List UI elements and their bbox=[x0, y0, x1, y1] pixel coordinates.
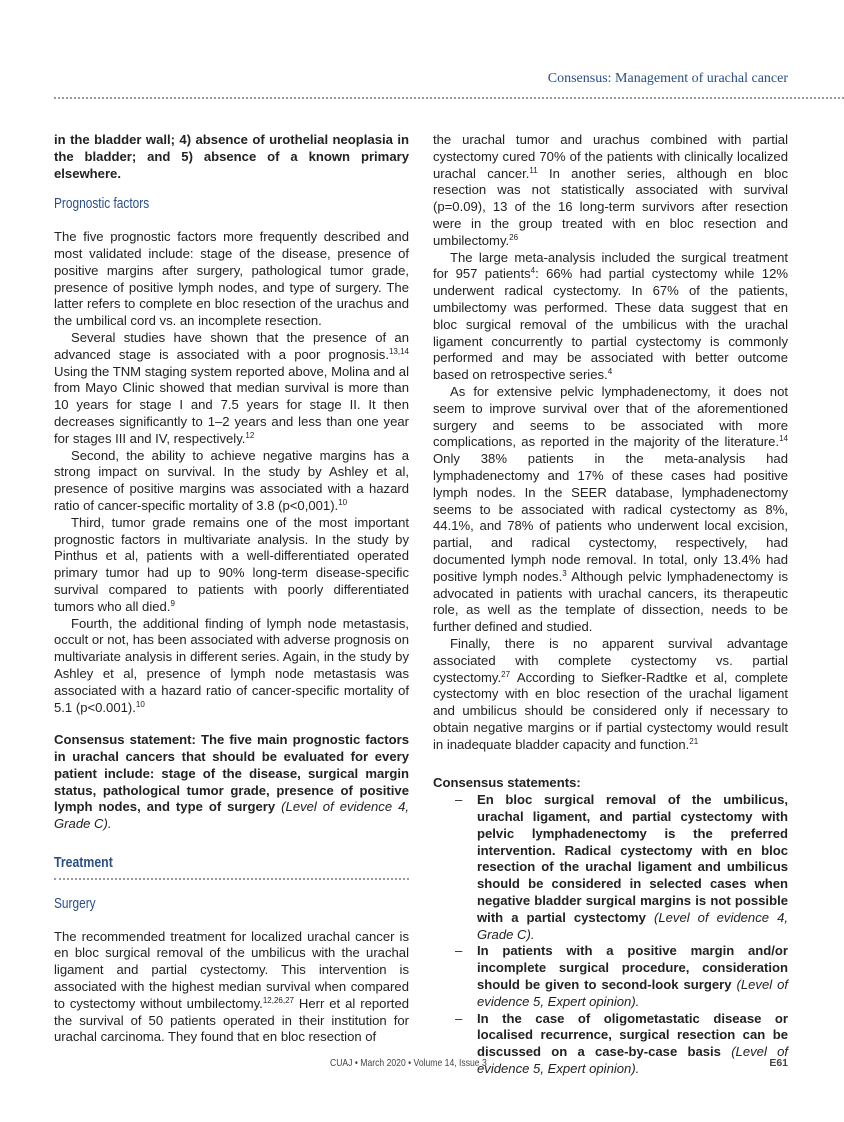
paragraph: The large meta-analysis included the surgical treatment for 957 patients$^4$: 66% had partial cystectomy while 12% underwent radical cystectomy. In 67% of the patients, umbilectomy was performed. These data suggest that en bloc surgical removal of the umbilicus with the urachal ligament concurrently to partial cystectomy is commonly performed and may be associated with better outcome based on retrospective series.$^4$ bbox=[433, 249, 788, 383]
left-column bbox=[54, 132, 409, 1046]
paragraph: The recommended treatment for localized urachal cancer is en bloc surgical removal of the umbilicus with the urachal ligament and partial cystectomy. This intervention is associated with the highest median survival when compared to cystectomy without umbilectomy.$^{12,26,27}$ Herr et al reported the survival of 50 patients operated in their institution for urachal carcinoma. They found that en bloc resection of bbox=[54, 928, 410, 1045]
consensus-statements-list bbox=[433, 792, 788, 1078]
citation: 4 bbox=[530, 266, 536, 276]
consensus-statements-title: Consensus statements: bbox=[433, 775, 581, 791]
intro-paragraph: in the bladder wall; 4) absence of urothelial neoplasia in the bladder; and 5) absence of a known primary elsewhere. bbox=[54, 132, 409, 181]
list-item: – In patients with a positive margin and/or incomplete surgical procedure, consideration should be given to second-look surgery (Level of evidence 5, Expert opinion). bbox=[455, 943, 788, 1009]
evidence-level: (Level of evidence 5, Expert opinion). bbox=[477, 977, 788, 1009]
citation: 21 bbox=[689, 736, 699, 746]
citation: 11 bbox=[529, 165, 538, 175]
treatment-heading: Treatment bbox=[54, 854, 113, 872]
prognostic-factors-heading: Prognostic factors bbox=[54, 196, 150, 213]
citation: 3 bbox=[562, 568, 567, 578]
surgery-heading: Surgery bbox=[54, 895, 96, 912]
paragraph: As for extensive pelvic lymphadenectomy, it does not seem to improve survival over that of the aforementioned surgery and seems to be associated with more complications, as reported in the majority of the literature.$^{14}$ Only 38% patients in the meta-analysis had lymphadenectomy and 17% of these cases had positive lymph nodes. In the SEER database, lymphadenectomy seems to be associated with radical cystectomy as 8%, 44.1%, and 78% of patients who underwent local excision, partial, and radical cystectomy, respectively, had documented lymph node removal. In total, only 13.4% had positive lymph nodes.$^3$ Although pelvic lymphadenectomy is advocated in patients with urachal cancers, its therapeutic role, as well as the template of dissection, needs to be further defined and studied. bbox=[433, 383, 788, 635]
right-column bbox=[433, 132, 788, 1078]
citation: 9 bbox=[170, 598, 175, 608]
paragraph: the urachal tumor and urachus combined with partial cystectomy cured 70% of the patients with clinically localized urachal cancer.$^{11}$ In another series, although en bloc resection was not statistically associated with survival (p=0.09), 13 of the 16 long-term survivors after resection were in the group treated with en bloc resection and umbilectomy.$^{26}$ bbox=[433, 132, 788, 248]
consensus-statement: Consensus statement: The five main prognostic factors in urachal cancers that should be evaluated for every patient include: stage of the disease, surgical margin status, pathological tumor grade, presence of positive lymph nodes, and type of surgery (Level of evidence 4, Grade C). bbox=[54, 732, 409, 832]
evidence-level: (Level of evidence 4, Grade C). bbox=[477, 909, 788, 942]
section-divider bbox=[54, 878, 409, 880]
running-title: Consensus: Management of urachal cancer bbox=[547, 71, 788, 86]
citation: 10 bbox=[135, 699, 145, 709]
paragraph: The five prognostic factors more frequently described and most validated include: stage of the disease, presence of positive margins after surgery, pathological tumor grade, presence of positive lymph nodes, and type of surgery. The latter refers to complete en bloc resection of the urachus and the umbilical cord vs. an incomplete resection. bbox=[54, 229, 409, 329]
citation: 27 bbox=[501, 669, 511, 679]
citation: 26 bbox=[509, 232, 519, 242]
paragraph: Third, tumor grade remains one of the most important prognostic factors in multivariate analysis. In the study by Pinthus et al, patients with a well-differentiated operated primary tumor had up to 90% long-term disease-specific survival compared to patients with poorly differentiated tumors who all died.$^9$ bbox=[54, 514, 409, 614]
citation: 14 bbox=[779, 434, 788, 444]
list-item: – In the case of oligometastatic disease or localised recurrence, surgical resection can be discussed on a case-by-case basis (Level of evidence 5, Expert opinion). bbox=[455, 1010, 788, 1077]
citation: 13,14 bbox=[388, 346, 409, 356]
paragraph: Fourth, the additional finding of lymph node metastasis, occult or not, has been associated with adverse prognosis on multivariate analysis in different series. Again, in the study by Ashley et al, presence of lymph node metastasis was associated with a hazard ratio of cancer-specific mortality of 5.1 (p<0.001).$^{10}$ bbox=[54, 615, 409, 715]
evidence-level: (Level of evidence 5, Expert opinion). bbox=[477, 1044, 788, 1077]
citation: 10 bbox=[338, 497, 348, 507]
citation: 12 bbox=[245, 430, 255, 440]
list-item: – En bloc surgical removal of the umbilicus, urachal ligament, and partial cystectomy with pelvic lymphadenectomy is the preferred intervention. Radical cystectomy with en bloc resection of the urachal ligament and umbilicus should be considered in selected cases when negative bladder surgical margins is not possible with a partial cystectomy (Level of evidence 4, Grade C). bbox=[455, 792, 788, 942]
header-divider bbox=[54, 97, 844, 99]
paragraph: Several studies have shown that the presence of an advanced stage is associated with a poor prognosis.$^{13,14}$ Using the TNM staging system reported above, Molina and al from Mayo Clinic showed that median survival is more than 10 years for stage I and 7.5 years for stage II. It then decreases significantly to 1–2 years and less than one year for stages III and IV, respectively.$^{12}$ bbox=[54, 329, 409, 446]
page-number: E61 bbox=[769, 1057, 788, 1069]
journal-citation: CUAJ • March 2020 • Volume 14, Issue 3 bbox=[330, 1057, 487, 1069]
evidence-level: (Level of evidence 4, Grade C). bbox=[54, 799, 409, 832]
paragraph: Second, the ability to achieve negative margins has a strong impact on survival. In the study by Ashley et al, presence of positive margins was associated with a hazard ratio of cancer-specific mortality of 3.8 (p<0,001).$^{10}$ bbox=[54, 447, 409, 513]
citation: 4 bbox=[607, 367, 613, 377]
paragraph: Finally, there is no apparent survival advantage associated with complete cystectomy vs. partial cystectomy.$^{27}$ According to Siefker-Radtke et al, complete cystectomy with en bloc resection of the urachal ligament and umbilicus should be considered only if necessary to obtain negative margins or if partial cystectomy would result in inadequate bladder capacity and function.$^{21}$ bbox=[433, 635, 788, 752]
citation: 12,26,27 bbox=[262, 995, 294, 1005]
